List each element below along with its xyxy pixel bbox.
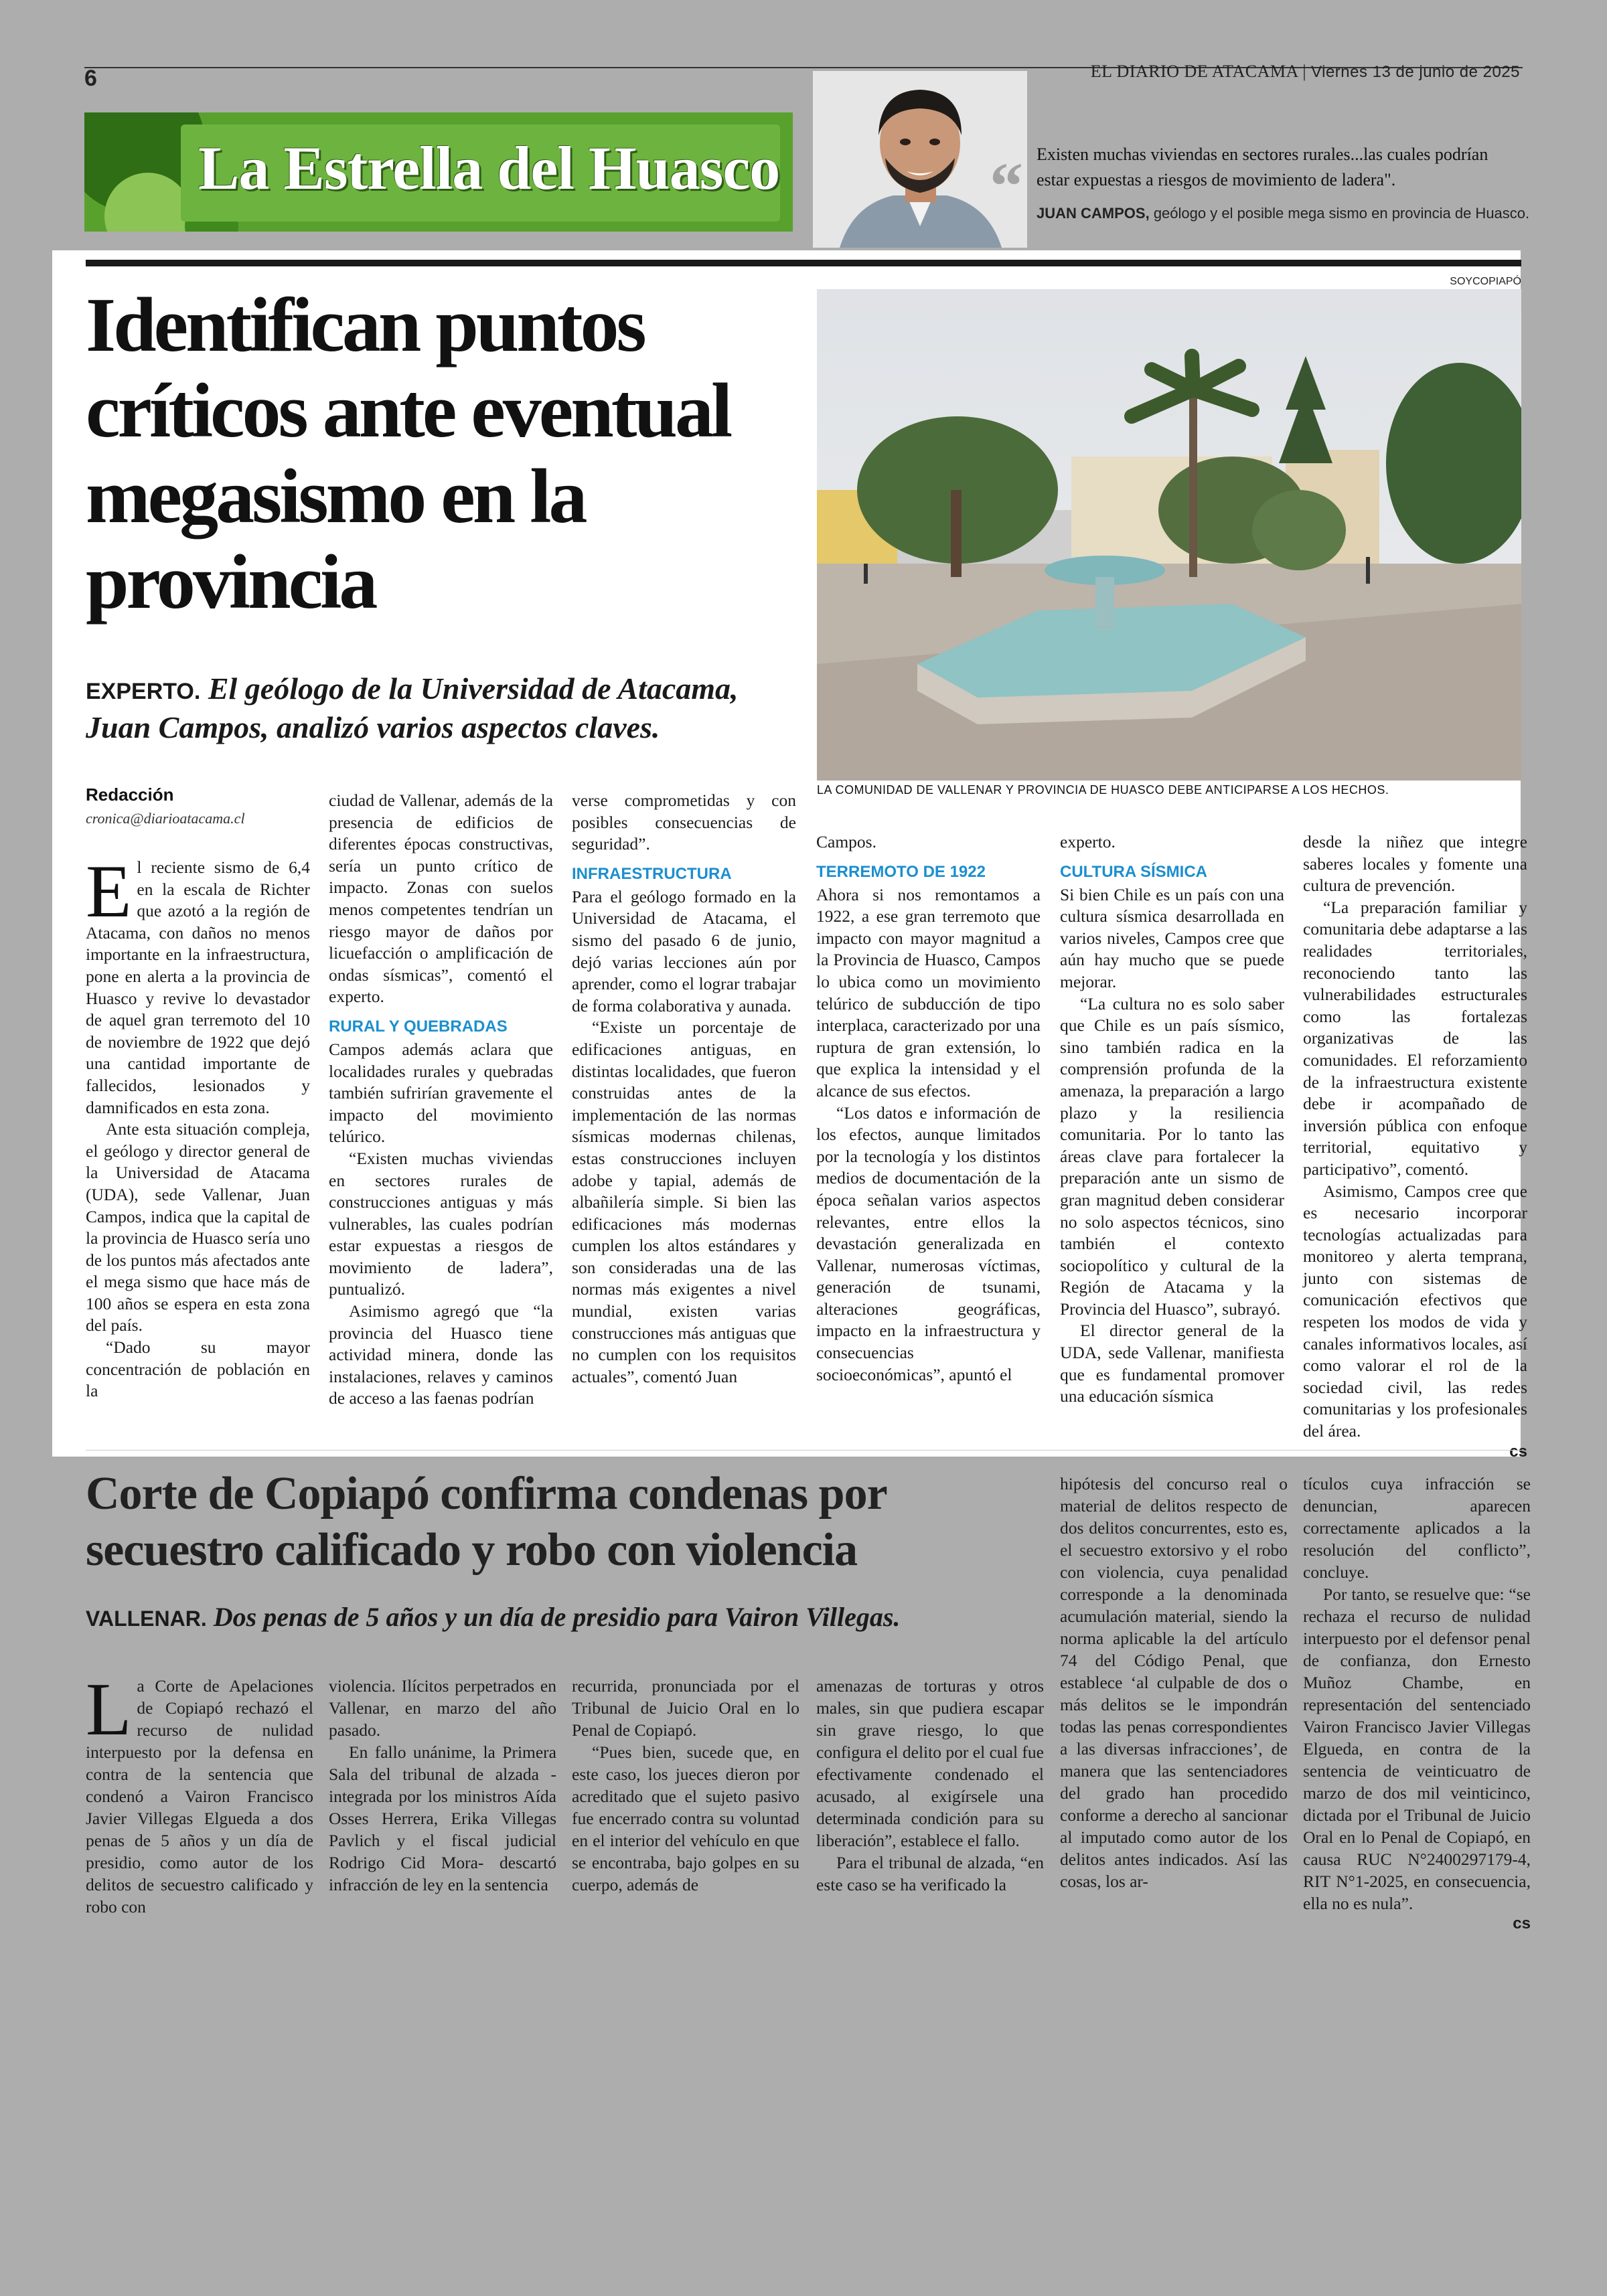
paragraph: “Dado su mayor concentración de población en la — [86, 1337, 310, 1401]
drop-cap: E — [86, 850, 132, 933]
article2-column-4 — [816, 1675, 1044, 1896]
paragraph: “Existe un porcentaje de edificaciones antiguas, en distintas localidades, que fueron construidas antes de la implementación de las normas sísmicas modernas chilenas, estas construcciones incluyen adobe y tapial, además de albañilería simple. Si bien las edificaciones más modernas cumplen los altos estándares y son consideradas una de las normas más exigentes a nivel mundial, existen varias construcciones más antiguas que no cumplen con los requisitos actuales”, comentó Juan — [572, 1017, 796, 1386]
paragraph: Para el geólogo formado en la Universidad de Atacama, el sismo del pasado 6 de junio, dejó varias lecciones aún por aprender, como el lograr trabajar de forma colaborativa y aunada. — [572, 886, 796, 1015]
issue-date: Viernes 13 de junio de 2025 — [1311, 63, 1520, 81]
paragraph: El director general de la UDA, sede Vallenar, manifiesta que es fundamental promover una educación sísmica — [1060, 1321, 1284, 1406]
article2-lead — [86, 1601, 1023, 1633]
article-divider — [86, 1450, 1521, 1451]
photo-caption: LA COMUNIDAD DE VALLENAR Y PROVINCIA DE HUASCO DEBE ANTICIPARSE A LOS HECHOS. — [817, 783, 1389, 797]
lead-text: Dos penas de 5 años y un día de presidio para Vairon Villegas. — [213, 1602, 901, 1632]
photo-credit: SOYCOPIAPÓ — [1450, 276, 1521, 287]
paragraph: Campos. — [816, 832, 876, 851]
quote-author: JUAN CAMPOS, — [1037, 205, 1150, 222]
byline: Redacción — [86, 785, 174, 805]
quote-mark-icon: “ — [990, 149, 1023, 223]
paragraph: Para el tribunal de alzada, “en este caso se ha verificado la — [816, 1853, 1044, 1894]
paragraph: l reciente sismo de 6,4 en la escala de Richter que azotó a la región de Atacama, con daños no menos importante en la infraestructura, pone en alerta a la provincia de Huasco y revive lo devastador de aquel gran terremoto del 10 de noviembre de 1922 que dejó una cantidad importante de fallecidos, lesionados y damnificados en esta zona. — [86, 857, 310, 1117]
article1-column-2 — [329, 790, 553, 1410]
paragraph: Asimismo, Campos cree que es necesario incorporar tecnologías actualizadas para monitoreo y alerta temprana, junto con sistemas de comunicación efectivos que respeten los modos de vida y canales informativos locales, así como valorar el rol de la sociedad civil, las redes comunitarias y los profesionales del área. — [1303, 1181, 1527, 1441]
paragraph: Campos además aclara que localidades rurales y quebradas también sufrirían gravemente el impacto del movimiento telúrico. — [329, 1039, 553, 1147]
subheading: TERREMOTO DE 1922 — [816, 862, 986, 881]
quote-role: geólogo y el posible mega sismo en provincia de Huasco. — [1153, 205, 1530, 222]
paragraph: “La cultura no es solo saber que Chile es un país sísmico, sino también radica en la comprensión profunda de la amenaza, la preparación a largo plazo y la resiliencia comunitaria. Por lo tanto las áreas clave para fortalecer la preparación ante un sismo de gran magnitud deben considerar no solo aspectos técnicos, sino también el contexto sociopolítico y cultural de la Región de Atacama y la Provincia del Huasco”, subrayó. — [1060, 993, 1284, 1319]
end-mark-icon: cs — [1509, 1442, 1527, 1461]
paragraph: experto. — [1060, 832, 1116, 851]
paragraph: Por tanto, se resuelve que: “se rechaza el recurso de nulidad interpuesto por el defensor penal de confianza, don Ernesto Muñoz Chambe, en representación del sentenciado Vairon Francisco Javier Villegas Elgueda, en contra de la sentencia de veinticuatro de marzo de dos mil veinticinco, dictada por el Tribunal de Juicio Oral en lo Penal de Copiapó, en causa RUC N°2400297179-4, RIT N°1-2025, en consecuencia, ella no es nula”. — [1303, 1584, 1531, 1913]
quote-attribution — [1037, 205, 1530, 222]
end-mark-icon: cs — [1513, 1914, 1531, 1933]
article1-column-1 — [86, 850, 310, 1402]
newspaper-name: EL DIARIO DE ATACAMA — [1090, 62, 1298, 81]
subheading: CULTURA SÍSMICA — [1060, 862, 1207, 881]
article2-column-5 — [1060, 1473, 1288, 1892]
paragraph: hipótesis del concurso real o material de delitos respecto de dos delitos concurrentes, esto es, el secuestro extorsivo y el robo con violencia, cuya penalidad corresponde a la denominada acumulación material, siendo la norma aplicable la del artículo 74 del Código Penal, que establece ‘al culpable de dos o más delitos se le impondrán todas las penas correspondientes a las diversas infracciones’, de manera que las sentenciadores del grado han procedido conforme a derecho al sancionar al imputado como autor de los delitos antes indicados. Así las cosas, los ar- — [1060, 1474, 1288, 1891]
subheading: INFRAESTRUCTURA — [572, 864, 732, 883]
article1-column-4 — [816, 831, 1041, 1386]
article1-column-6 — [1303, 831, 1527, 1461]
paragraph: violencia. Ilícitos perpetrados en Vallenar, en marzo del año pasado. — [329, 1676, 556, 1740]
section-logo-band — [84, 112, 793, 232]
photo-palm — [1189, 390, 1197, 577]
paragraph: Si bien Chile es un país con una cultura sísmica desarrollada en varios niveles, Campos cree que aún hay mucho que se puede mejorar. — [1060, 884, 1284, 991]
article1-column-5 — [1060, 831, 1284, 1408]
paragraph: tículos cuya infracción se denuncian, aparecen correctamente aplicados a la resolución del conflicto”, concluye. — [1303, 1474, 1531, 1582]
publication-info: EL DIARIO DE ATACAMA | Viernes 13 de junio de 2025 — [1090, 62, 1520, 81]
article2-column-1 — [86, 1668, 313, 1918]
lead-kicker: VALLENAR. — [86, 1607, 207, 1631]
plaza-fountain-photo — [817, 289, 1521, 781]
paragraph: “Existen muchas viviendas en sectores rurales de construcciones antiguas y más vulnerables, las cuales podrían estar expuestas a riesgos de movimiento de ladera”, puntualizó. — [329, 1148, 553, 1299]
paragraph: desde la niñez que integre saberes locales y fomente una cultura de prevención. — [1303, 832, 1527, 896]
paragraph: ciudad de Vallenar, además de la presencia de edificios de diferentes épocas constructivas, sería un punto crítico de impacto. Zonas con suelos menos competentes tendrían un riesgo mayor de daños por licuefacción o amplificación de ondas sísmicas”, comentó el experto. — [329, 791, 553, 1007]
paragraph: “Los datos e información de los efectos, aunque limitados por la tecnología y los distintos medios de documentación de la época señalan varios aspectos relevantes, entre ellos la devastación generalizada en Vallenar, numerosas víctimas, generación de tsunami, alteraciones geográficas, impacto en la infraestructura y consecuencias socioeconómicas”, apuntó el — [816, 1102, 1041, 1384]
paragraph: Asimismo agregó que “la provincia del Huasco tiene actividad minera, donde las instalaciones, relaves y caminos de acceso a las faenas podrían — [329, 1301, 553, 1408]
paragraph: “Pues bien, sucede que, en este caso, los jueces dieron por acreditado que el sujeto pasivo fue encerrado contra su voluntad en el interior del vehículo en que se encontraba, bajo golpes en su cuerpo, además de — [572, 1742, 799, 1894]
paragraph: amenazas de torturas y otros males, sin que pudiera escapar sin grave riesgo, lo que configura el delito por el cual fue efectivamente condenado el acusado, al exigírsele una determinada condición para su liberación”, establece el fallo. — [816, 1676, 1044, 1850]
paragraph: recurrida, pronunciada por el Tribunal de Juicio Oral en lo Penal de Copiapó. — [572, 1676, 799, 1740]
article-headline: Identifican puntos críticos ante eventual megasismo en la provincia — [86, 282, 731, 625]
article2-column-3 — [572, 1675, 799, 1896]
article-top-rule — [86, 260, 1521, 266]
article1-column-3 — [572, 790, 796, 1388]
byline-email: cronica@diarioatacama.cl — [86, 810, 245, 827]
article2-headline: Corte de Copiapó confirma condenas por secuestro calificado y robo con violencia — [86, 1468, 887, 1576]
paragraph: a Corte de Apelaciones de Copiapó rechazó el recurso de nulidad interpuesto por la defensa en contra de la sentencia que condenó a Vairon Francisco Javier Villegas Elgueda a dos penas de 5 años y un día de presidio, como autor de los delitos de secuestro calificado y robo con — [86, 1676, 313, 1916]
pull-quote: Existen muchas viviendas en sectores rurales...las cuales podrían estar expuestas a riesgos de movimiento de ladera". — [1037, 145, 1488, 189]
paragraph: verse comprometidas y con posibles consecuencias de seguridad”. — [572, 791, 796, 854]
drop-cap: L — [86, 1668, 132, 1751]
paragraph: Ante esta situación compleja, el geólogo y director general de la Universidad de Atacama (UDA), sede Vallenar, Juan Campos, indica que la capital de la provincia de Huasco sería uno de los puntos más afectados ante el mega sismo que hace más de 100 años se espera en esta zona del país. — [86, 1119, 310, 1335]
article2-column-6 — [1303, 1473, 1531, 1933]
lead-text: El geólogo de la Universidad de Atacama, Juan Campos, analizó varios aspectos claves. — [86, 671, 739, 744]
paragraph: En fallo unánime, la Primera Sala del tribunal de alzada -integrada por los ministros Aída Osses Herrera, Erika Villegas Pavlich y el fiscal judicial Rodrigo Cid Mora- descartó infracción de ley en la sentencia — [329, 1742, 556, 1894]
subheading: RURAL Y QUEBRADAS — [329, 1017, 508, 1036]
page-number: 6 — [84, 66, 97, 91]
paragraph: “La preparación familiar y comunitaria debe adaptarse a las realidades territoriales, reconociendo tanto las vulnerabilidades estructurales como las fortalezas organizativas de las comunidades. El reforzamiento de la infraestructura existente debe ir acompañado de inversión pública con enfoque territorial, equitativo y participativo”, comentó. — [1303, 897, 1527, 1179]
article2-column-2 — [329, 1675, 556, 1896]
lead-kicker: EXPERTO. — [86, 679, 201, 704]
article-lead — [86, 669, 809, 747]
section-logo-text: La Estrella del Huasco — [198, 134, 780, 202]
paragraph: Ahora si nos remontamos a 1922, a ese gran terremoto que impacto con mayor magnitud a la Provincia de Huasco, Campos lo ubica como un movimiento telúrico de subducción de tipo interplaca, caracterizado por una ruptura de gran extensión, lo que explica la intensidad y el alcance de sus efectos. — [816, 884, 1041, 1100]
